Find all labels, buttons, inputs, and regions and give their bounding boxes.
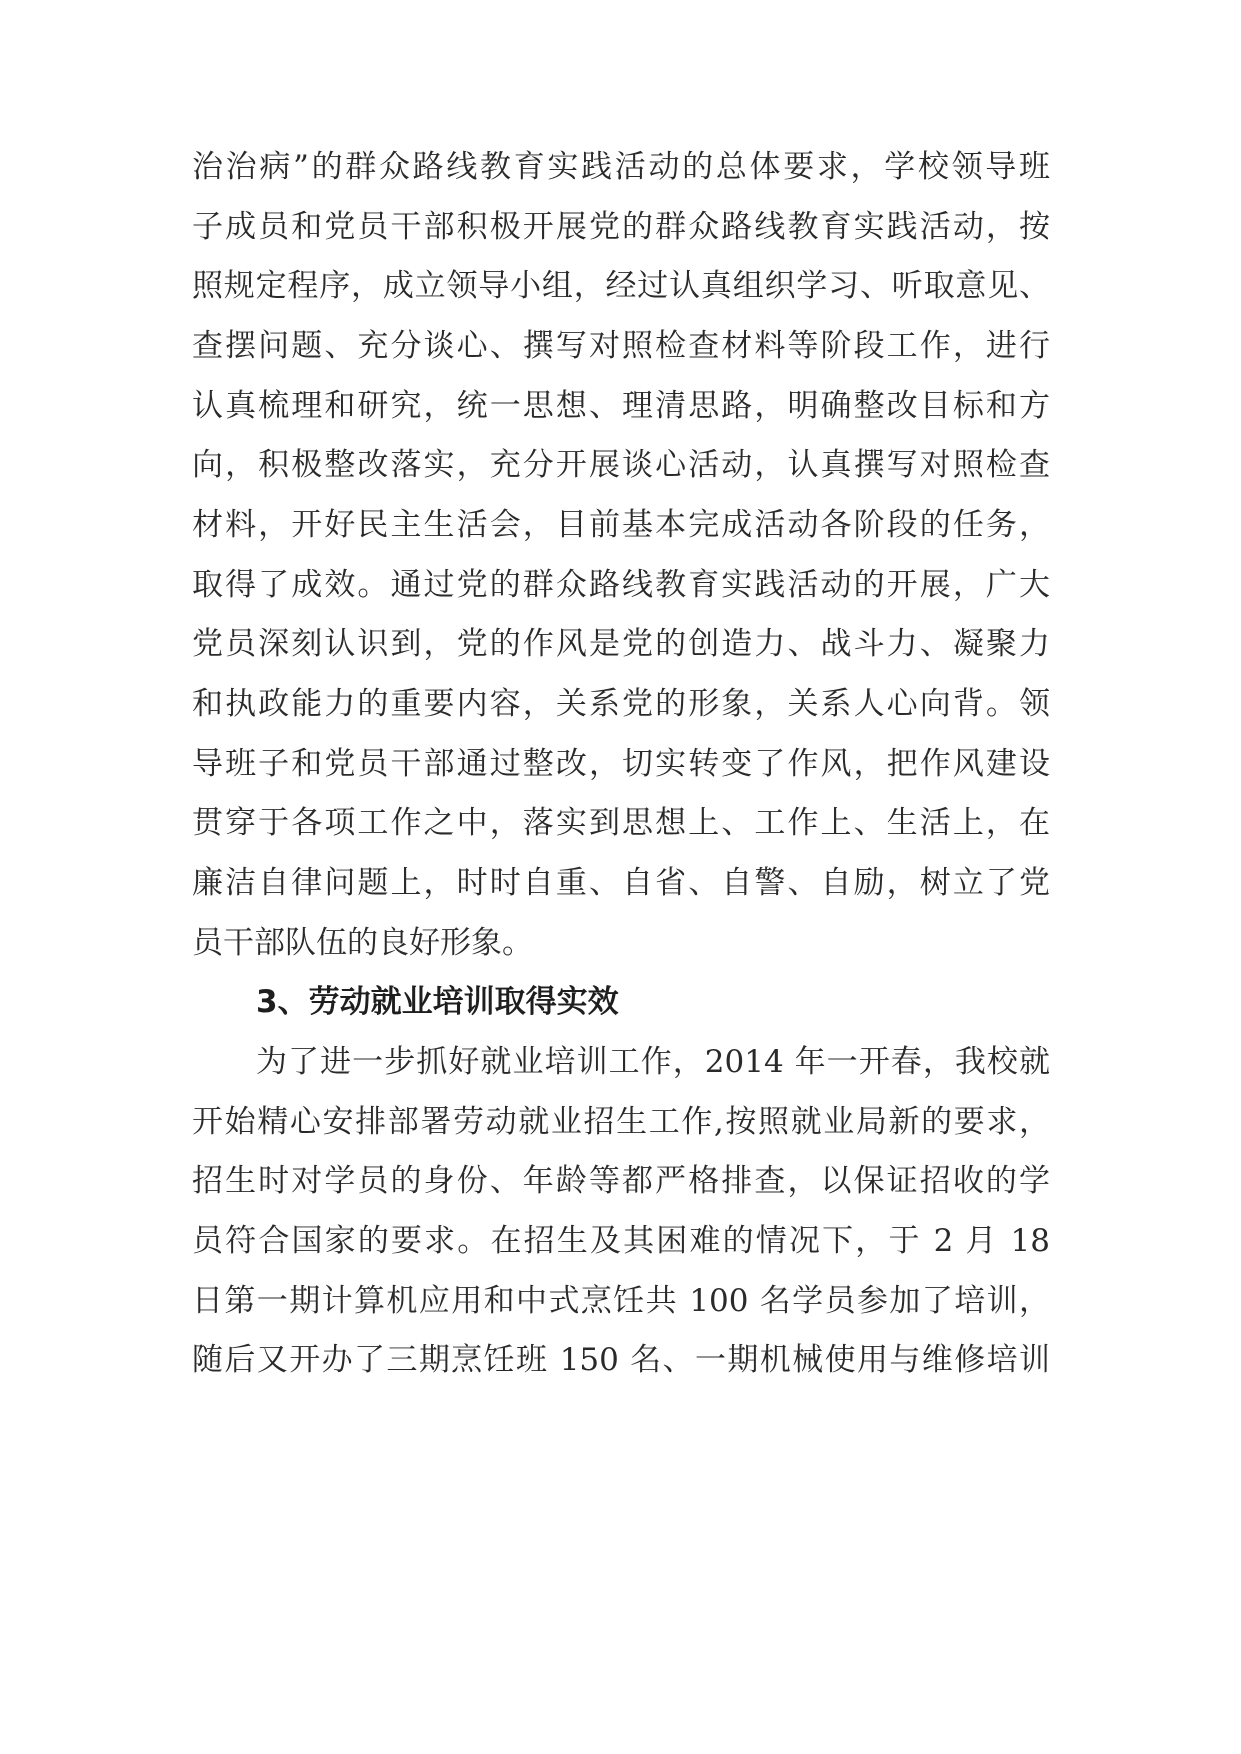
paragraph-2-line-3: 招生时对学员的身份、年龄等都严格排查，以保证招收的学 — [192, 1163, 1050, 1199]
paragraph-2-line-2: 开始精心安排部署劳动就业招生工作,按照就业局新的要求， — [192, 1104, 1050, 1140]
paragraph-1-line-5: 认真梳理和研究，统一思想、理清思路，明确整改目标和方 — [192, 388, 1050, 424]
paragraph-1-line-8: 取得了成效。通过党的群众路线教育实践活动的开展，广大 — [192, 567, 1050, 603]
paragraph-2-line-6: 随后又开办了三期烹饪班 150 名、一期机械使用与维修培训 — [192, 1342, 1050, 1378]
paragraph-1-line-3: 照规定程序，成立领导小组，经过认真组织学习、听取意见、 — [192, 268, 1050, 304]
paragraph-1-line-12: 贯穿于各项工作之中，落实到思想上、工作上、生活上，在 — [192, 805, 1050, 841]
paragraph-2-line-4: 员符合国家的要求。在招生及其困难的情况下，于 2 月 18 — [192, 1223, 1050, 1259]
paragraph-1-line-6: 向，积极整改落实，充分开展谈心活动，认真撰写对照检查 — [192, 447, 1050, 483]
paragraph-1-line-2: 子成员和党员干部积极开展党的群众路线教育实践活动，按 — [192, 209, 1050, 245]
paragraph-1-line-14: 员干部队伍的良好形象。 — [192, 925, 533, 961]
paragraph-1-line-11: 导班子和党员干部通过整改，切实转变了作风，把作风建设 — [192, 746, 1050, 782]
paragraph-1-line-10: 和执政能力的重要内容，关系党的形象，关系人心向背。领 — [192, 686, 1050, 722]
paragraph-2-line-1: 为了进一步抓好就业培训工作，2014 年一开春，我校就 — [256, 1044, 1050, 1080]
paragraph-1-line-13: 廉洁自律问题上，时时自重、自省、自警、自励，树立了党 — [192, 865, 1050, 901]
paragraph-1-line-9: 党员深刻认识到，党的作风是党的创造力、战斗力、凝聚力 — [192, 626, 1050, 662]
section-heading: 3、劳动就业培训取得实效 — [256, 984, 619, 1020]
paragraph-1-line-1: 治治病”的群众路线教育实践活动的总体要求，学校领导班 — [192, 149, 1050, 185]
paragraph-1-line-4: 查摆问题、充分谈心、撰写对照检查材料等阶段工作，进行 — [192, 328, 1050, 364]
paragraph-1-line-7: 材料，开好民主生活会，目前基本完成活动各阶段的任务， — [192, 507, 1050, 543]
paragraph-2-line-5: 日第一期计算机应用和中式烹饪共 100 名学员参加了培训， — [192, 1283, 1050, 1319]
